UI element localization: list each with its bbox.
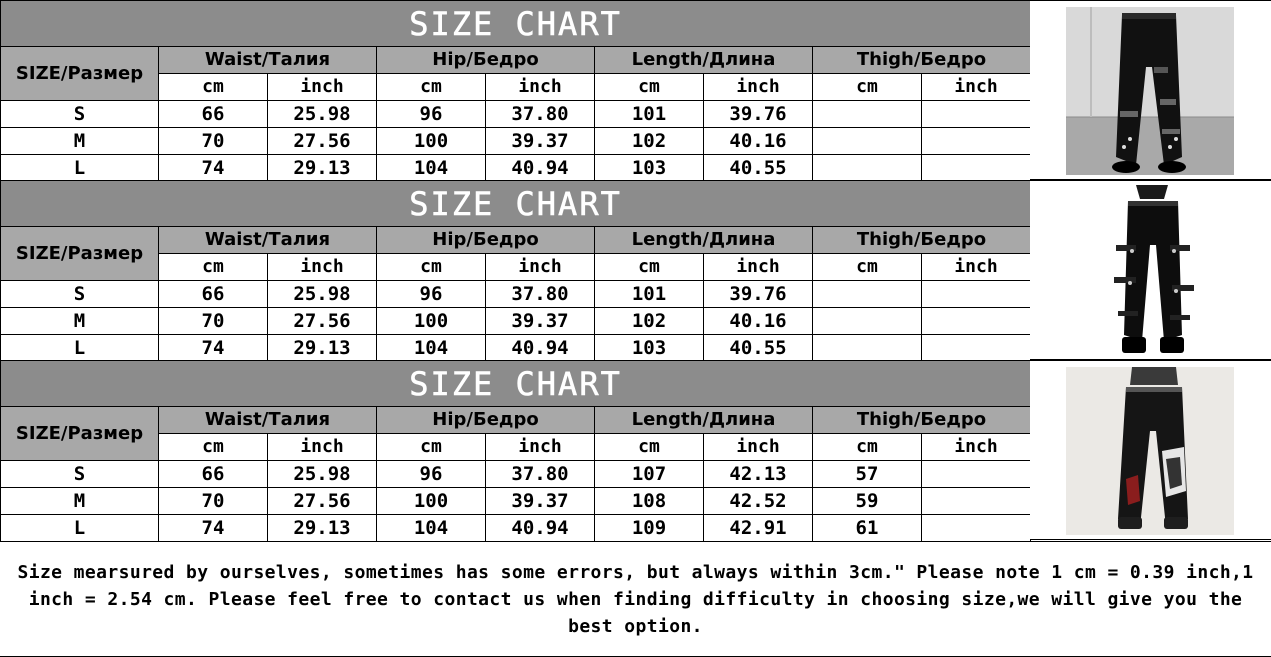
waist-inch: 27.56 <box>268 308 377 335</box>
length-cm: 102 <box>595 308 704 335</box>
thigh-inch <box>922 335 1031 362</box>
waist-inch: 29.13 <box>268 155 377 182</box>
hip-inch: 39.37 <box>486 128 595 155</box>
length-cm: 102 <box>595 128 704 155</box>
length-cm: 101 <box>595 101 704 128</box>
unit-inch: inch <box>922 254 1031 281</box>
hip-inch: 37.80 <box>486 101 595 128</box>
length-header: Length/Длина <box>595 47 813 74</box>
thigh-inch <box>922 101 1031 128</box>
waist-inch: 29.13 <box>268 335 377 362</box>
thigh-cm <box>813 308 922 335</box>
unit-cm: cm <box>813 254 922 281</box>
length-header: Length/Длина <box>595 227 813 254</box>
hip-cm: 104 <box>377 155 486 182</box>
length-inch: 39.76 <box>704 101 813 128</box>
thigh-inch <box>922 308 1031 335</box>
size-table <box>0 360 1031 542</box>
unit-inch: inch <box>922 74 1031 101</box>
waist-header: Waist/Талия <box>159 407 377 434</box>
length-cm: 103 <box>595 155 704 182</box>
thigh-cm: 61 <box>813 515 922 542</box>
hip-cm: 104 <box>377 335 486 362</box>
size-label: M <box>1 308 159 335</box>
hip-cm: 96 <box>377 461 486 488</box>
length-inch: 42.13 <box>704 461 813 488</box>
size-chart-2 <box>0 180 1271 360</box>
hip-inch: 40.94 <box>486 155 595 182</box>
waist-cm: 70 <box>159 128 268 155</box>
chart-title: SIZE CHART <box>1 181 1031 227</box>
table-row <box>1 101 1031 128</box>
size-label: S <box>1 101 159 128</box>
length-inch: 42.52 <box>704 488 813 515</box>
length-cm: 107 <box>595 461 704 488</box>
unit-inch: inch <box>268 434 377 461</box>
size-table <box>0 0 1031 182</box>
waist-inch: 29.13 <box>268 515 377 542</box>
size-column-header: SIZE/Размер <box>1 47 159 101</box>
length-inch: 42.91 <box>704 515 813 542</box>
hip-inch: 39.37 <box>486 308 595 335</box>
unit-cm: cm <box>377 254 486 281</box>
product-photo <box>1030 180 1271 360</box>
waist-cm: 66 <box>159 461 268 488</box>
hip-inch: 40.94 <box>486 515 595 542</box>
size-chart-1 <box>0 0 1271 180</box>
size-label: L <box>1 335 159 362</box>
table-row <box>1 128 1031 155</box>
thigh-inch <box>922 461 1031 488</box>
unit-cm: cm <box>813 434 922 461</box>
unit-inch: inch <box>486 434 595 461</box>
unit-cm: cm <box>813 74 922 101</box>
length-cm: 109 <box>595 515 704 542</box>
unit-cm: cm <box>377 74 486 101</box>
hip-header: Hip/Бедро <box>377 47 595 74</box>
unit-inch: inch <box>486 74 595 101</box>
hip-inch: 40.94 <box>486 335 595 362</box>
hip-cm: 96 <box>377 281 486 308</box>
chart-title: SIZE CHART <box>1 1 1031 47</box>
thigh-cm: 59 <box>813 488 922 515</box>
table-row <box>1 461 1031 488</box>
waist-cm: 70 <box>159 488 268 515</box>
waist-cm: 66 <box>159 101 268 128</box>
hip-inch: 39.37 <box>486 488 595 515</box>
size-label: L <box>1 515 159 542</box>
waist-inch: 25.98 <box>268 101 377 128</box>
hip-cm: 100 <box>377 308 486 335</box>
thigh-inch <box>922 488 1031 515</box>
unit-cm: cm <box>595 254 704 281</box>
thigh-inch <box>922 155 1031 182</box>
product-photo-image <box>1066 7 1234 175</box>
thigh-inch <box>922 515 1031 542</box>
length-header: Length/Длина <box>595 407 813 434</box>
length-cm: 101 <box>595 281 704 308</box>
chart-title: SIZE CHART <box>1 361 1031 407</box>
size-table <box>0 180 1031 362</box>
pants-photo-icon <box>1108 185 1198 357</box>
table-row <box>1 335 1031 362</box>
unit-inch: inch <box>486 254 595 281</box>
hip-inch: 37.80 <box>486 281 595 308</box>
size-label: M <box>1 128 159 155</box>
table-row <box>1 281 1031 308</box>
size-note-text: Size mearsured by ourselves, sometimes has some errors, but always within 3cm." Please note 1 cm = 0.39 inch,1 inch = 2.54 cm. Please feel free to contact us when finding difficulty in choosing size,we will give you the best option. <box>17 561 1254 637</box>
waist-cm: 74 <box>159 515 268 542</box>
waist-header: Waist/Талия <box>159 47 377 74</box>
length-inch: 40.16 <box>704 128 813 155</box>
length-cm: 103 <box>595 335 704 362</box>
unit-inch: inch <box>704 434 813 461</box>
unit-cm: cm <box>595 74 704 101</box>
product-photo <box>1030 360 1271 540</box>
unit-cm: cm <box>159 74 268 101</box>
length-inch: 39.76 <box>704 281 813 308</box>
waist-cm: 74 <box>159 335 268 362</box>
hip-inch: 37.80 <box>486 461 595 488</box>
thigh-cm <box>813 155 922 182</box>
thigh-cm: 57 <box>813 461 922 488</box>
hip-cm: 100 <box>377 488 486 515</box>
unit-cm: cm <box>595 434 704 461</box>
length-cm: 108 <box>595 488 704 515</box>
table-row <box>1 488 1031 515</box>
product-photo-image <box>1066 367 1234 535</box>
waist-inch: 25.98 <box>268 461 377 488</box>
unit-cm: cm <box>159 254 268 281</box>
size-label: L <box>1 155 159 182</box>
table-row <box>1 155 1031 182</box>
size-chart-3 <box>0 360 1271 540</box>
table-row <box>1 308 1031 335</box>
thigh-cm <box>813 281 922 308</box>
thigh-inch <box>922 281 1031 308</box>
unit-inch: inch <box>922 434 1031 461</box>
hip-cm: 100 <box>377 128 486 155</box>
waist-inch: 27.56 <box>268 128 377 155</box>
thigh-cm <box>813 128 922 155</box>
unit-inch: inch <box>704 74 813 101</box>
length-inch: 40.55 <box>704 155 813 182</box>
unit-cm: cm <box>159 434 268 461</box>
waist-inch: 25.98 <box>268 281 377 308</box>
size-note <box>0 541 1271 657</box>
size-column-header: SIZE/Размер <box>1 227 159 281</box>
waist-cm: 66 <box>159 281 268 308</box>
thigh-header: Thigh/Бедро <box>813 47 1031 74</box>
size-label: M <box>1 488 159 515</box>
thigh-header: Thigh/Бедро <box>813 227 1031 254</box>
waist-cm: 70 <box>159 308 268 335</box>
table-row <box>1 515 1031 542</box>
hip-cm: 104 <box>377 515 486 542</box>
unit-inch: inch <box>704 254 813 281</box>
hip-cm: 96 <box>377 101 486 128</box>
length-inch: 40.16 <box>704 308 813 335</box>
size-label: S <box>1 461 159 488</box>
size-column-header: SIZE/Размер <box>1 407 159 461</box>
thigh-cm <box>813 101 922 128</box>
pants-photo-icon <box>1066 7 1234 175</box>
product-photo <box>1030 0 1271 180</box>
waist-header: Waist/Талия <box>159 227 377 254</box>
pants-photo-icon <box>1066 367 1234 535</box>
waist-cm: 74 <box>159 155 268 182</box>
product-photo-image <box>1108 185 1198 357</box>
length-inch: 40.55 <box>704 335 813 362</box>
hip-header: Hip/Бедро <box>377 227 595 254</box>
unit-inch: inch <box>268 74 377 101</box>
size-label: S <box>1 281 159 308</box>
waist-inch: 27.56 <box>268 488 377 515</box>
thigh-cm <box>813 335 922 362</box>
unit-cm: cm <box>377 434 486 461</box>
thigh-header: Thigh/Бедро <box>813 407 1031 434</box>
hip-header: Hip/Бедро <box>377 407 595 434</box>
unit-inch: inch <box>268 254 377 281</box>
thigh-inch <box>922 128 1031 155</box>
